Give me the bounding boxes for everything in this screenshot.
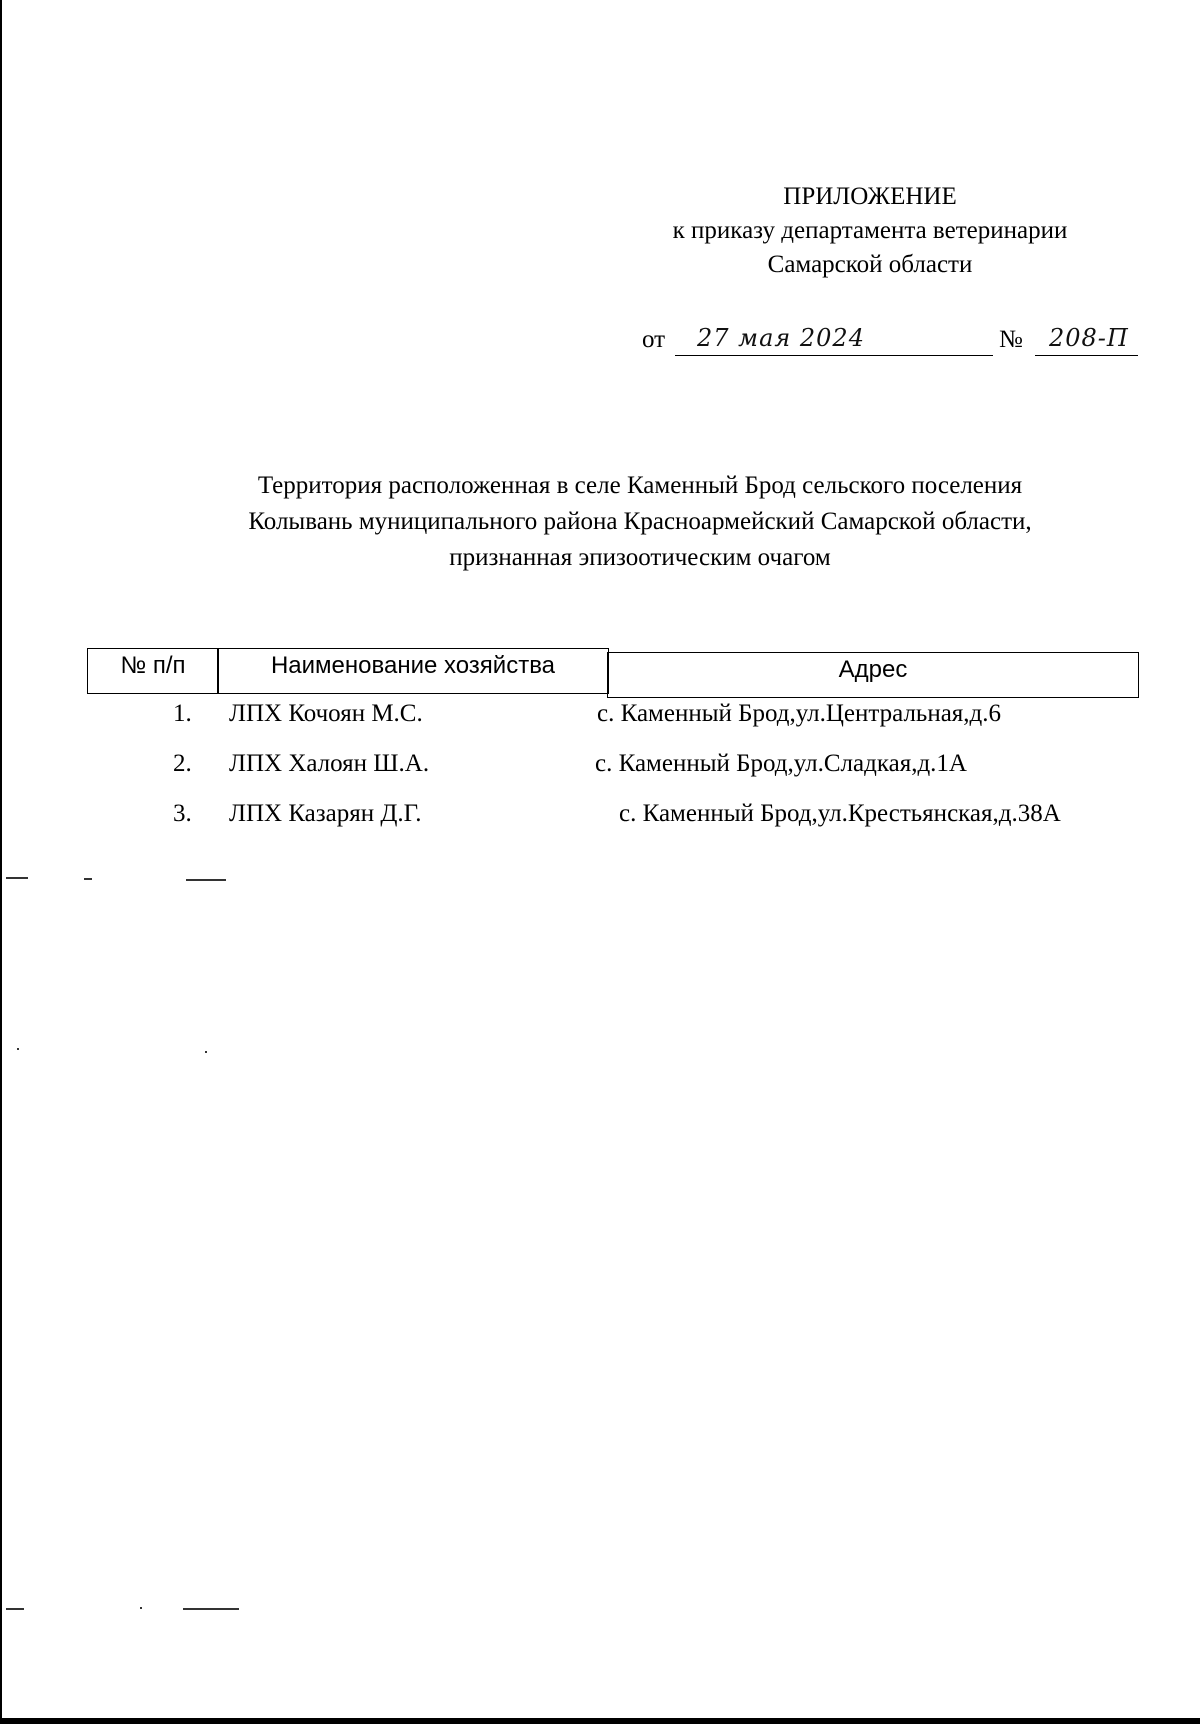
approval-title: ПРИЛОЖЕНИЕ	[783, 183, 957, 210]
document-title	[160, 468, 1120, 576]
scan-artifact	[205, 1051, 207, 1053]
scan-artifact	[183, 1608, 239, 1610]
table-row	[0, 750, 1200, 790]
scan-artifact	[17, 1048, 19, 1050]
approval-line-region: Самарской области	[767, 251, 973, 278]
table-header	[87, 648, 1139, 696]
header-number: № п/п	[87, 648, 219, 694]
row-number: 2.	[173, 750, 192, 777]
scan-artifact	[84, 878, 92, 880]
scan-artifact	[140, 1607, 142, 1609]
order-date-handwritten: 27 мая 2024	[697, 324, 865, 352]
scan-artifact	[6, 1608, 24, 1610]
row-address: с. Каменный Брод,ул.Сладкая,д.1А	[595, 750, 967, 777]
table-row	[0, 700, 1200, 740]
scan-artifact	[6, 877, 28, 879]
row-number: 1.	[173, 700, 192, 727]
table-row	[0, 800, 1200, 840]
document-title-line-3: признанная эпизоотическим очагом	[449, 544, 831, 571]
row-address: с. Каменный Брод,ул.Крестьянская,д.38А	[619, 800, 1061, 827]
header-address: Адрес	[607, 652, 1139, 698]
document-title-line-2: Колывань муниципального района Красноармейский Самарской области,	[248, 508, 1032, 535]
row-number: 3.	[173, 800, 192, 827]
approval-line-order: к приказу департамента ветеринарии	[672, 217, 1068, 244]
header-farm-name: Наименование хозяйства	[217, 648, 609, 694]
order-number-label: №	[999, 326, 1023, 353]
order-number-handwritten: 208-П	[1049, 324, 1129, 352]
document-title-line-1: Территория расположенная в селе Каменный Брод сельского поселения	[257, 472, 1023, 499]
scan-artifact	[186, 879, 226, 881]
order-date-field	[675, 322, 993, 356]
order-from-label: от	[642, 326, 666, 353]
scan-edge-left	[0, 0, 2, 1724]
order-number-field	[1035, 322, 1138, 356]
row-address: с. Каменный Брод,ул.Центральная,д.6	[597, 700, 1002, 727]
scan-edge-bottom	[0, 1718, 1200, 1724]
approval-block	[600, 180, 1140, 282]
row-farm-name: ЛПХ Халоян Ш.А.	[229, 750, 430, 777]
row-farm-name: ЛПХ Кочоян М.С.	[229, 700, 423, 727]
row-farm-name: ЛПХ Казарян Д.Г.	[229, 800, 422, 827]
